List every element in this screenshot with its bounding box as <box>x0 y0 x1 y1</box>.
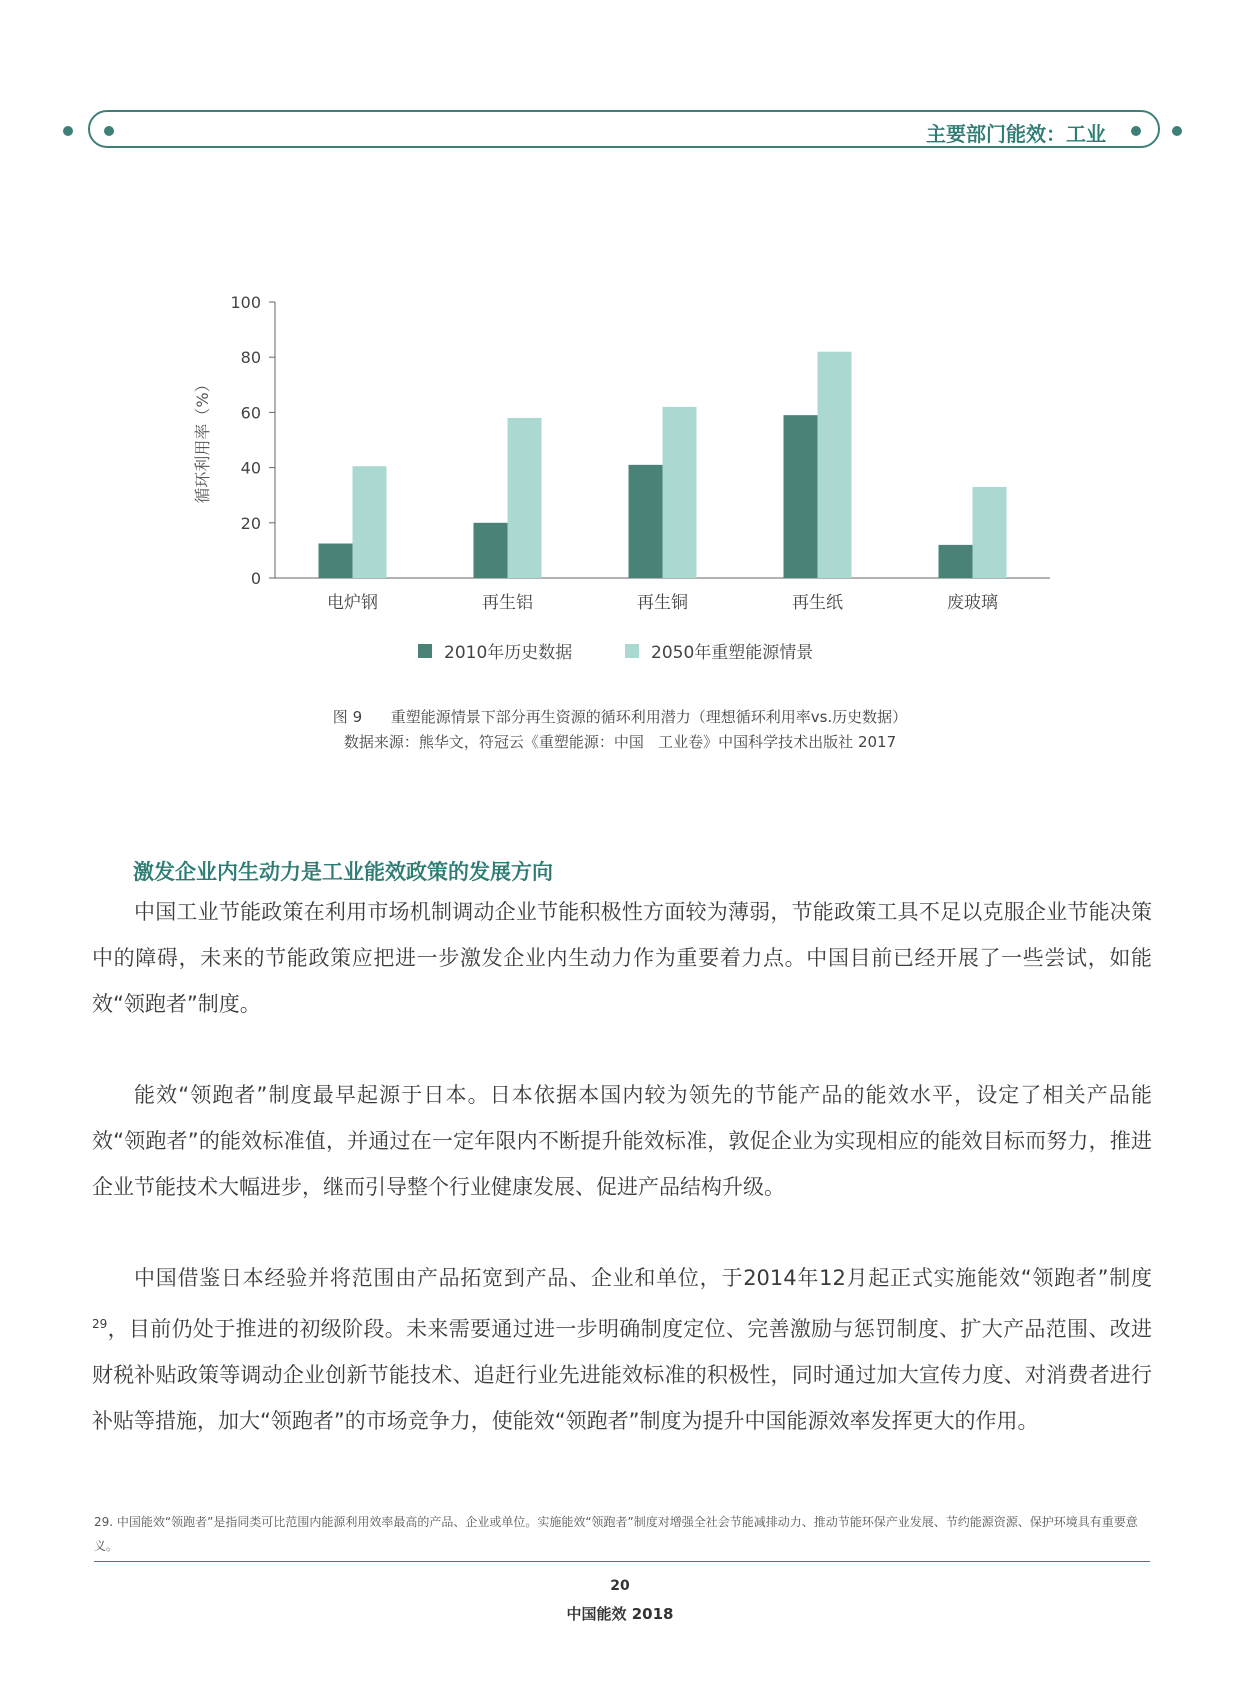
header-dot-left-inner <box>104 126 114 136</box>
footnote-divider <box>94 1561 1150 1562</box>
y-tick-label: 40 <box>240 458 261 478</box>
bar-2010 <box>629 465 663 578</box>
header-dot-right-outer <box>1172 126 1182 136</box>
page-section-title: 主要部门能效：工业 <box>926 122 1106 146</box>
y-tick-label: 100 <box>230 293 261 312</box>
bar-2050 <box>973 487 1007 578</box>
paragraph-2: 能效“领跑者”制度最早起源于日本。日本依据本国内较为领先的节能产品的能效水平，设定了相关产品能效“领跑者”的能效标准值，并通过在一定年限内不断提升能效标准，敦促企业为实现相应的能效目标而努力，推进企业节能技术大幅进步，继而引导整个行业健康发展、促进产品结构升级。 <box>92 1083 1152 1199</box>
bar-2050 <box>508 418 542 578</box>
footnote: 29. 中国能效“领跑者”是指同类可比范围内能源利用效率最高的产品、企业或单位。实施能效“领跑者”制度对增强全社会节能减排动力、推动节能环保产业发展、节约能源资源、保护环境具有重要意义。 <box>94 1515 1138 1553</box>
x-tick-label: 废玻璃 <box>947 593 998 613</box>
bar-2010 <box>474 523 508 578</box>
bar-2050 <box>818 352 852 578</box>
y-tick-label: 20 <box>240 513 261 533</box>
legend-swatch <box>625 644 639 658</box>
header-dot-right-inner <box>1131 126 1141 136</box>
y-tick-label: 60 <box>240 403 261 423</box>
figure-source: 数据来源：熊华文，符冠云《重塑能源：中国 工业卷》中国科学技术出版社 2017 <box>343 733 897 751</box>
x-tick-label: 电炉钢 <box>327 593 378 613</box>
bar-chart <box>160 280 1060 680</box>
section-heading: 激发企业内生动力是工业能效政策的发展方向 <box>133 860 553 884</box>
paragraph-3-text-a: 中国借鉴日本经验并将范围由产品拓宽到产品、企业和单位，于2014年12月起正式实施能效“领跑者”制度 <box>134 1266 1152 1290</box>
x-tick-label: 再生铝 <box>482 593 533 613</box>
bar-2050 <box>353 466 387 578</box>
legend-swatch <box>418 644 432 658</box>
page-number: 20 <box>610 1578 630 1594</box>
legend-label: 2010年历史数据 <box>444 643 573 663</box>
footnote-reference[interactable]: 29 <box>92 1317 108 1331</box>
paragraph-3 <box>92 1255 1152 1444</box>
y-tick-label: 80 <box>240 348 261 368</box>
bar-2050 <box>663 407 697 578</box>
bar-2010 <box>784 415 818 578</box>
publication-title: 中国能效 2018 <box>566 1605 674 1623</box>
bar-2010 <box>319 544 353 579</box>
y-axis-label: 循环利用率（%） <box>193 376 212 504</box>
x-tick-label: 再生纸 <box>792 593 843 613</box>
y-tick-label: 0 <box>250 569 261 588</box>
header-dot-left-outer <box>63 126 73 136</box>
bar-2010 <box>939 545 973 578</box>
paragraph-3-text-b: ，目前仍处于推进的初级阶段。未来需要通过进一步明确制度定位、完善激励与惩罚制度、扩大产品范围、改进财税补贴政策等调动企业创新节能技术、追赶行业先进能效标准的积极性，同时通过加大宣传力度、对消费者进行补贴等措施，加大“领跑者”的市场竞争力，使能效“领跑者”制度为提升中国能源效率发挥更大的作用。 <box>92 1317 1152 1433</box>
legend-label: 2050年重塑能源情景 <box>651 643 814 663</box>
x-tick-label: 再生铜 <box>637 593 688 613</box>
figure-caption: 图 9 重塑能源情景下部分再生资源的循环利用潜力（理想循环利用率vs.历史数据） <box>332 708 908 726</box>
paragraph-1: 中国工业节能政策在利用市场机制调动企业节能积极性方面较为薄弱，节能政策工具不足以克服企业节能决策中的障碍，未来的节能政策应把进一步激发企业内生动力作为重要着力点。中国目前已经开展了一些尝试，如能效“领跑者”制度。 <box>92 900 1152 1016</box>
